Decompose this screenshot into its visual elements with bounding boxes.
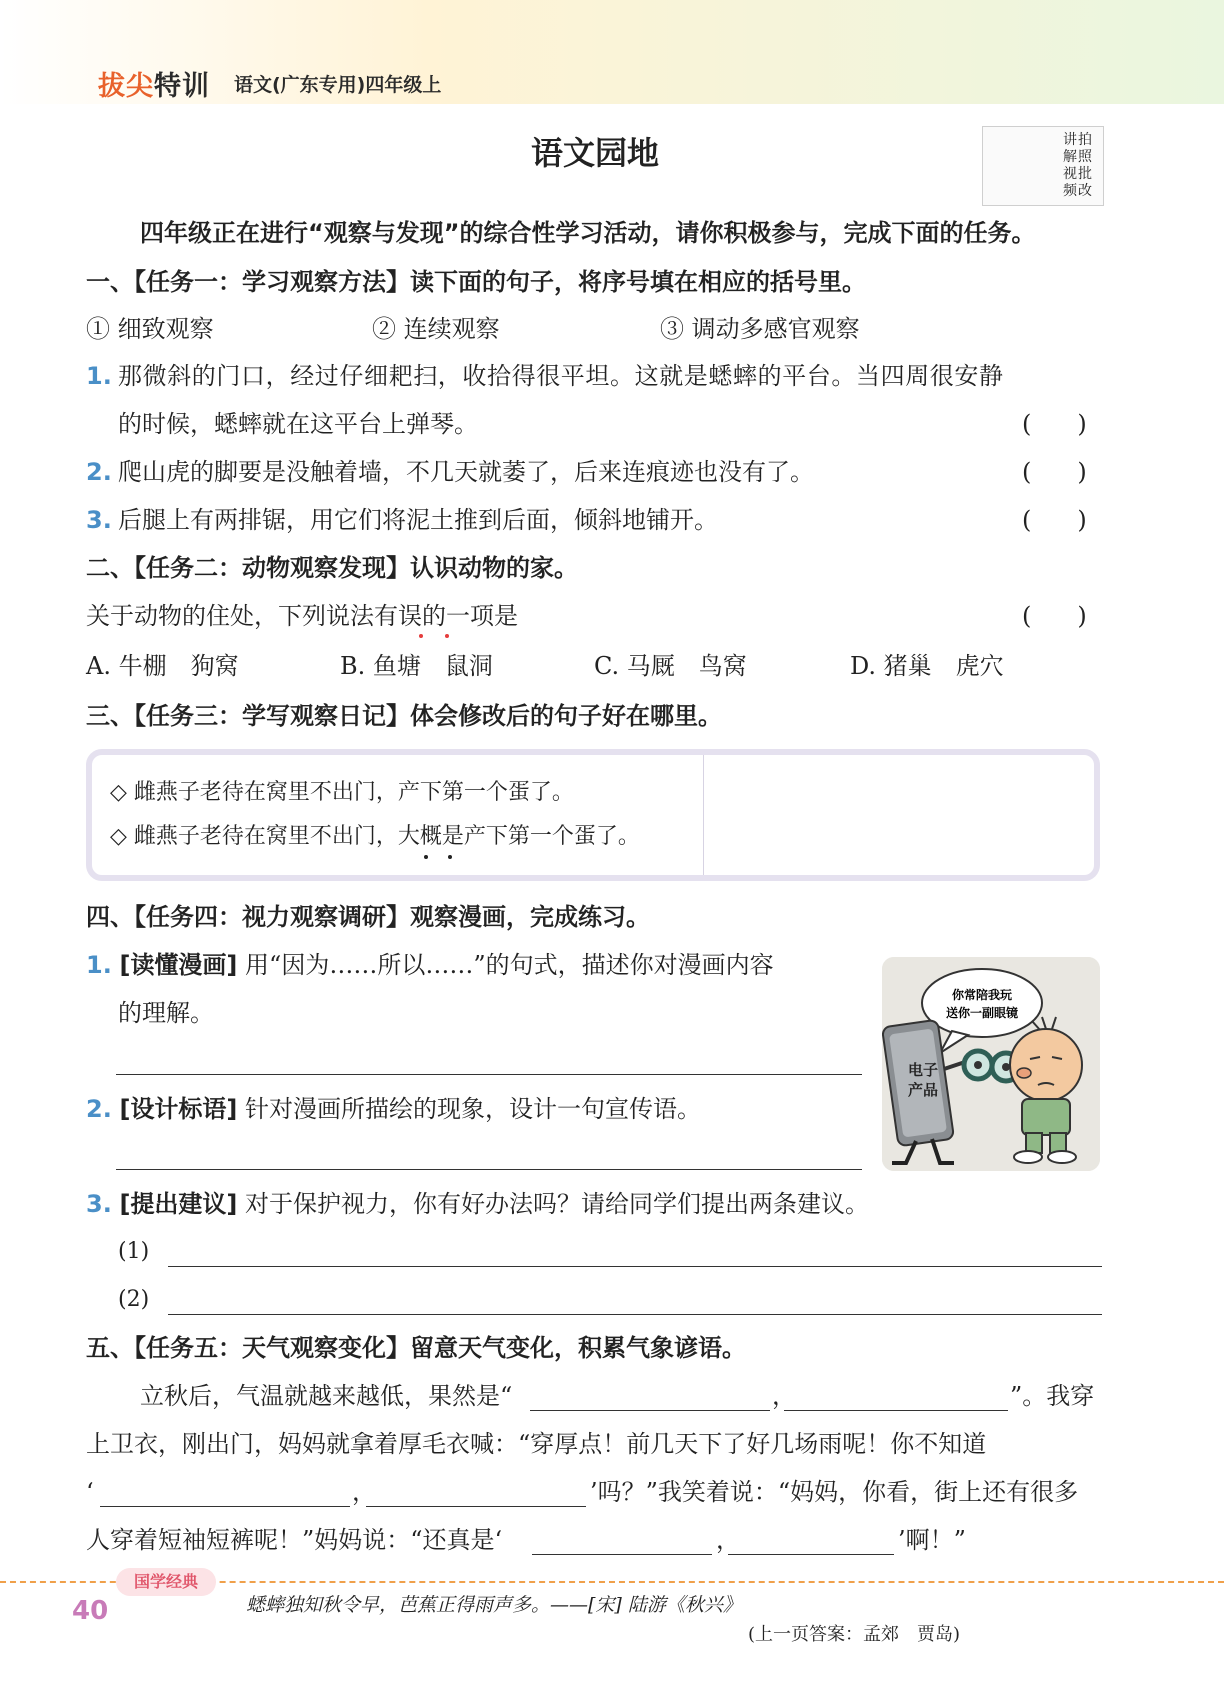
task4-heading: 四、【任务四：视力观察调研】观察漫画，完成练习。: [86, 903, 650, 931]
intro-text: 四年级正在进行“观察与发现”的综合性学习活动，请你积极参与，完成下面的任务。: [140, 219, 1036, 247]
answer-line[interactable]: [116, 1169, 862, 1170]
brand-logo: [98, 64, 210, 103]
task4-q2: 2. [设计标语] 针对漫画所描绘的现象，设计一句宣传语。: [86, 1095, 702, 1123]
page-header: [0, 0, 1224, 104]
task5-para3-comma: ，: [352, 1478, 376, 1506]
sub-label-1: (1): [118, 1239, 150, 1264]
task1-item1-num: 1.: [86, 362, 112, 390]
page-number: 40: [72, 1596, 109, 1626]
emphasis-dot: [419, 634, 423, 638]
qr-code-box[interactable]: [982, 126, 1104, 206]
guoxue-badge: 国学经典: [116, 1568, 216, 1596]
task5-para3-a: ‘: [86, 1478, 94, 1506]
emphasis-dot: [445, 634, 449, 638]
fill-blank-1[interactable]: [530, 1410, 770, 1411]
answer-line[interactable]: [168, 1266, 1102, 1267]
brand-part1: 拔尖: [98, 71, 154, 102]
qr-label: 讲拍 解照 视批 频改: [1063, 132, 1093, 199]
answer-paren-1[interactable]: ( ): [1022, 410, 1087, 438]
device-label-2: 产品: [908, 1081, 939, 1099]
sub-label-2: (2): [118, 1287, 150, 1312]
eye-health-comic: [882, 957, 1100, 1171]
task5-para2: 上卫衣，刚出门，妈妈就拿着厚毛衣喊：“穿厚点！前几天下了好几场雨呢！你不知道: [86, 1430, 987, 1458]
footer-poem: 蟋蟀独知秋令早，芭蕉正得雨声多。——[宋] 陆游《秋兴》: [246, 1594, 742, 1616]
task5-heading: 五、【任务五：天气观察变化】留意天气变化，积累气象谚语。: [86, 1334, 746, 1362]
task1-item3-num: 3.: [86, 506, 112, 534]
fill-blank-2[interactable]: [784, 1410, 1008, 1411]
task1-heading: 一、【任务一：学习观察方法】读下面的句子，将序号填在相应的括号里。: [86, 268, 866, 296]
task2-question: 关于动物的住处，下列说法有误的一项是: [86, 602, 518, 630]
choice-c[interactable]: C. 马厩 鸟窝: [594, 652, 747, 680]
task3-box: [86, 749, 1100, 881]
task1-item2-num: 2.: [86, 458, 112, 486]
task5-para1-comma: ，: [772, 1382, 796, 1410]
task1-item2-line1: 爬山虎的脚要是没触着墙，不几天就萎了，后来连痕迹也没有了。: [118, 458, 814, 486]
task2-heading: 二、【任务二：动物观察发现】认识动物的家。: [86, 554, 578, 582]
previous-page-answer: (上一页答案：孟郊 贾岛): [748, 1624, 961, 1645]
task1-item1-line1: 那微斜的门口，经过仔细耙扫，收拾得很平坦。这就是蟋蟀的平台。当四周很安静: [118, 362, 1004, 390]
task5-para3-b: ’吗？”我笑着说：“妈妈，你看，街上还有很多: [590, 1478, 1079, 1506]
task3-sentence-1: ◇ 雌燕子老待在窝里不出门，产下第一个蛋了。: [110, 780, 574, 805]
task5-para4-a: 人穿着短袖短裤呢！”妈妈说：“还真是‘: [86, 1526, 503, 1554]
answer-paren-4[interactable]: ( ): [1022, 602, 1087, 630]
task1-item1-line2: 的时候，蟋蟀就在这平台上弹琴。: [118, 410, 478, 438]
task1-option-2: ② 连续观察: [372, 315, 500, 343]
task4-q1: 1. [读懂漫画] 用“因为……所以……”的句式，描述你对漫画内容: [86, 951, 774, 979]
choice-d[interactable]: D. 猪巢 虎穴: [850, 652, 1004, 680]
subject-label: 语文(广东专用)四年级上: [234, 74, 442, 96]
brand-part2: 特训: [154, 71, 210, 102]
emphasis-dot: [424, 855, 428, 859]
task3-heading: 三、【任务三：学写观察日记】体会修改后的句子好在哪里。: [86, 702, 722, 730]
fill-blank-5[interactable]: [532, 1554, 712, 1555]
task4-q3: 3. [提出建议] 对于保护视力，你有好办法吗？请给同学们提出两条建议。: [86, 1190, 870, 1218]
task4-q1-line2: 的理解。: [118, 999, 214, 1027]
answer-paren-2[interactable]: ( ): [1022, 458, 1087, 486]
page-title: 语文园地: [530, 134, 659, 172]
fill-blank-3[interactable]: [100, 1506, 350, 1507]
task5-para4-b: ’啊！”: [898, 1526, 966, 1554]
fill-blank-4[interactable]: [366, 1506, 586, 1507]
choice-b[interactable]: B. 鱼塘 鼠洞: [340, 652, 493, 680]
task5-para1-b: ”。我穿: [1010, 1382, 1095, 1410]
task5-para1-a: 立秋后，气温就越来越低，果然是“: [140, 1382, 513, 1410]
answer-paren-3[interactable]: ( ): [1022, 506, 1087, 534]
comic-illustration: [882, 957, 1100, 1171]
choice-a[interactable]: A. 牛棚 狗窝: [86, 652, 239, 680]
task1-item3-line1: 后腿上有两排锯，用它们将泥土推到后面，倾斜地铺开。: [118, 506, 718, 534]
answer-line[interactable]: [168, 1314, 1102, 1315]
task5-para4-comma: ，: [716, 1526, 740, 1554]
emphasis-dot: [448, 855, 452, 859]
box-divider: [703, 755, 704, 875]
speech-line-2: 送你一副眼镜: [945, 1006, 1019, 1020]
task3-sentence-2: ◇ 雌燕子老待在窝里不出门，大概是产下第一个蛋了。: [110, 824, 640, 849]
speech-line-1: 你常陪我玩: [951, 988, 1013, 1002]
task1-option-3: ③ 调动多感官观察: [660, 315, 860, 343]
answer-line[interactable]: [116, 1074, 862, 1075]
device-label-1: 电子: [908, 1061, 939, 1079]
task1-option-1: ① 细致观察: [86, 315, 214, 343]
fill-blank-6[interactable]: [728, 1554, 894, 1555]
